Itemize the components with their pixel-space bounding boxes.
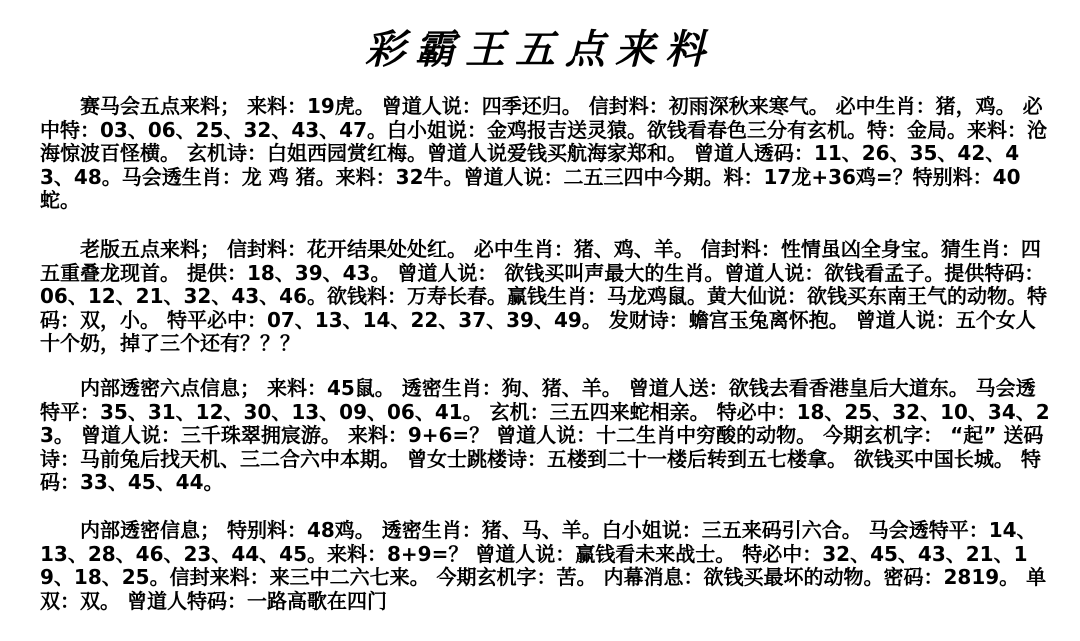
paragraph-laoban: 老版五点来料； 信封料：花开结果处处红。 必中生肖：猪、鸡、羊。 信封料：性情虽凶全身宝。猜生肖：四五重叠龙现首。 提供：18、39、43。 曾道人说： 欲钱买叫声最大的生肖。曾道人说：欲钱看孟子。提供特码：06、12、21、32、43、46。欲钱料：万寿长春。赢钱生肖：马龙鸡鼠。黄大仙说：欲钱买东南王气的动物。特码：双，小。 特平必中：07、13、14、22、37、39、49。 发财诗：蟾宫玉兔离怀抱。 曾道人说：五个女人十个奶，掉了三个还有？？？ <box>40 237 1047 355</box>
paragraph-saimahui: 赛马会五点来料； 来料：19虎。 曾道人说：四季还归。 信封料：初雨深秋来寒气。 必中生肖：猪，鸡。 必中特：03、06、25、32、43、47。白小姐说：金鸡报吉送灵猿。欲钱看春色三分有玄机。特：金局。来料：沧海惊波百怪横。 玄机诗：白姐西园赏红梅。曾道人说爱钱买航海家郑和。 曾道人透码：11、26、35、42、43、48。马会透生肖：龙 鸡 猪。来料：32牛。曾道人说：二五三四中今期。料：17龙+36鸡=？特别料：40蛇。 <box>40 94 1047 212</box>
paragraph-neibu-xinxi: 内部透密信息； 特别料：48鸡。 透密生肖：猪、马、羊。白小姐说：三五来码引六合。 马会透特平：14、13、28、46、23、44、45。来料：8+9=？ 曾道人说：赢钱看未来战士。 特必中：32、45、43、21、19、18、25。信封来料：来三中二六七来。 今期玄机字：苦。 内幕消息：欲钱买最坏的动物。密码：2819。 单双：双。 曾道人特码：一路高歌在四门 <box>40 518 1047 613</box>
paragraph-neibu-liudian: 内部透密六点信息； 来料：45鼠。 透密生肖：狗、猪、羊。 曾道人送：欲钱去看香港皇后大道东。 马会透特平：35、31、12、30、13、09、06、41。 玄机：三五四来蛇相亲。 特必中：18、25、32、10、34、23。 曾道人说：三千珠翠拥宸游。 来料：9+6=？ 曾道人说：十二生肖中穷酸的动物。 今期玄机字： “起” 送码诗：马前兔后找天机、三二合六中本期。 曾女士跳楼诗：五楼到二十一楼后转到五七楼拿。 欲钱买中国长城。 特码：33、45、44。 <box>40 376 1050 494</box>
page-title: 彩霸王五点来料 <box>365 26 715 73</box>
